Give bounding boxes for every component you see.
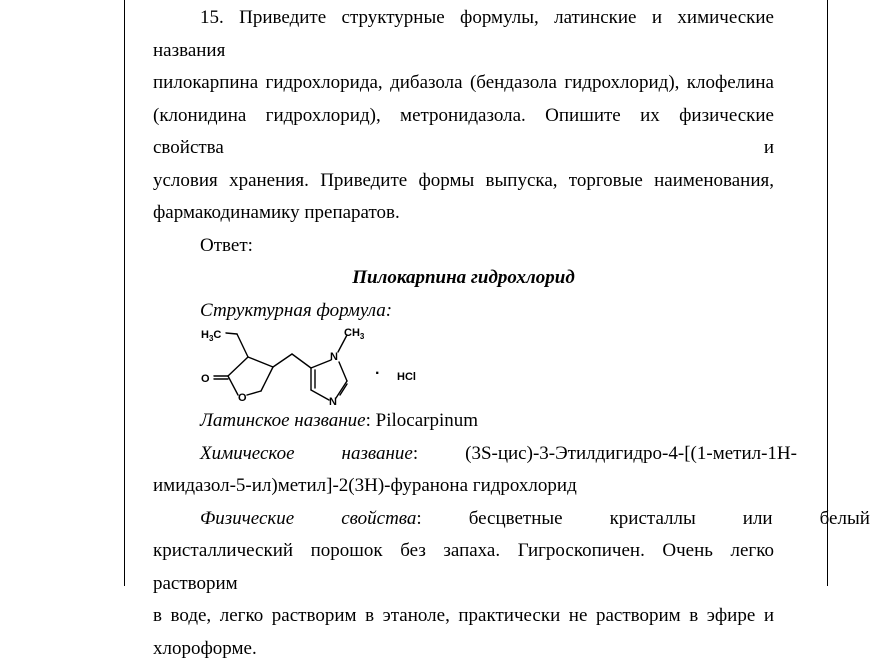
salt-dot: · <box>375 365 380 382</box>
physical-props-word-4: кристаллы <box>563 503 696 536</box>
question-line-3: (клонидина гидрохлорид), метронидазола. Опишите их физические свойства и <box>153 100 774 165</box>
chemical-name-label-word-1: Химическое <box>153 438 295 471</box>
question-line-4: условия хранения. Приведите формы выпуска, торговые наименования, <box>153 165 774 198</box>
physical-props-line-3: в воде, легко растворим в этаноле, практически не растворим в эфире и <box>153 600 774 633</box>
latin-name-value: : Pilocarpinum <box>366 410 478 431</box>
physical-props-word-6: белый <box>773 503 870 536</box>
physical-props-line-2: кристаллический порошок без запаха. Гигроскопичен. Очень легко растворим <box>153 535 774 600</box>
nitrogen-1-label: N <box>330 351 338 363</box>
latin-name-label: Латинское название <box>200 410 366 431</box>
page-right-border <box>827 0 828 586</box>
carbonyl-oxygen-label: O <box>201 373 210 385</box>
ch3-label: $CH_3$ <box>344 327 365 341</box>
physical-props-label-word-1: Физические <box>153 503 294 536</box>
question-line-1: 15. Приведите структурные формулы, латинские и химические названия <box>153 2 774 67</box>
h3c-label: $H_3C$ <box>201 329 221 343</box>
chemical-name-line-1 <box>153 438 774 471</box>
page-left-border <box>124 0 125 586</box>
pilocarpine-structure-diagram <box>201 323 451 409</box>
hcl-label: HCl <box>397 371 416 383</box>
structural-formula <box>153 327 774 405</box>
latin-name-line <box>153 405 774 438</box>
question-line-5: фармакодинамику препаратов. <box>153 197 774 230</box>
ring-oxygen-label: O <box>238 392 247 404</box>
drug-title: Пилокарпина гидрохлорид <box>153 262 774 295</box>
structure-label: Структурная формула: <box>153 295 774 328</box>
chemical-name-label-word-2: название: <box>295 438 419 471</box>
chemical-name-line-2: имидазол-5-ил)метил]-2(3Н)-фуранона гидрохлорид <box>153 470 774 503</box>
nitrogen-2-label: N <box>329 396 337 408</box>
chemical-name-value-part-1: (3S-цис)-3-Этилдигидро-4-[(1-метил-1Н- <box>418 438 797 471</box>
physical-props-line-1 <box>153 503 774 536</box>
physical-props-label-word-2: свойства: <box>294 503 421 536</box>
answer-label: Ответ: <box>153 230 774 263</box>
physical-props-word-3: бесцветные <box>422 503 563 536</box>
question-line-2: пилокарпина гидрохлорида, дибазола (бендазола гидрохлорид), клофелина <box>153 67 774 100</box>
document-body <box>153 2 774 665</box>
physical-props-line-4: хлороформе. <box>153 633 774 665</box>
physical-props-word-5: или <box>696 503 773 536</box>
